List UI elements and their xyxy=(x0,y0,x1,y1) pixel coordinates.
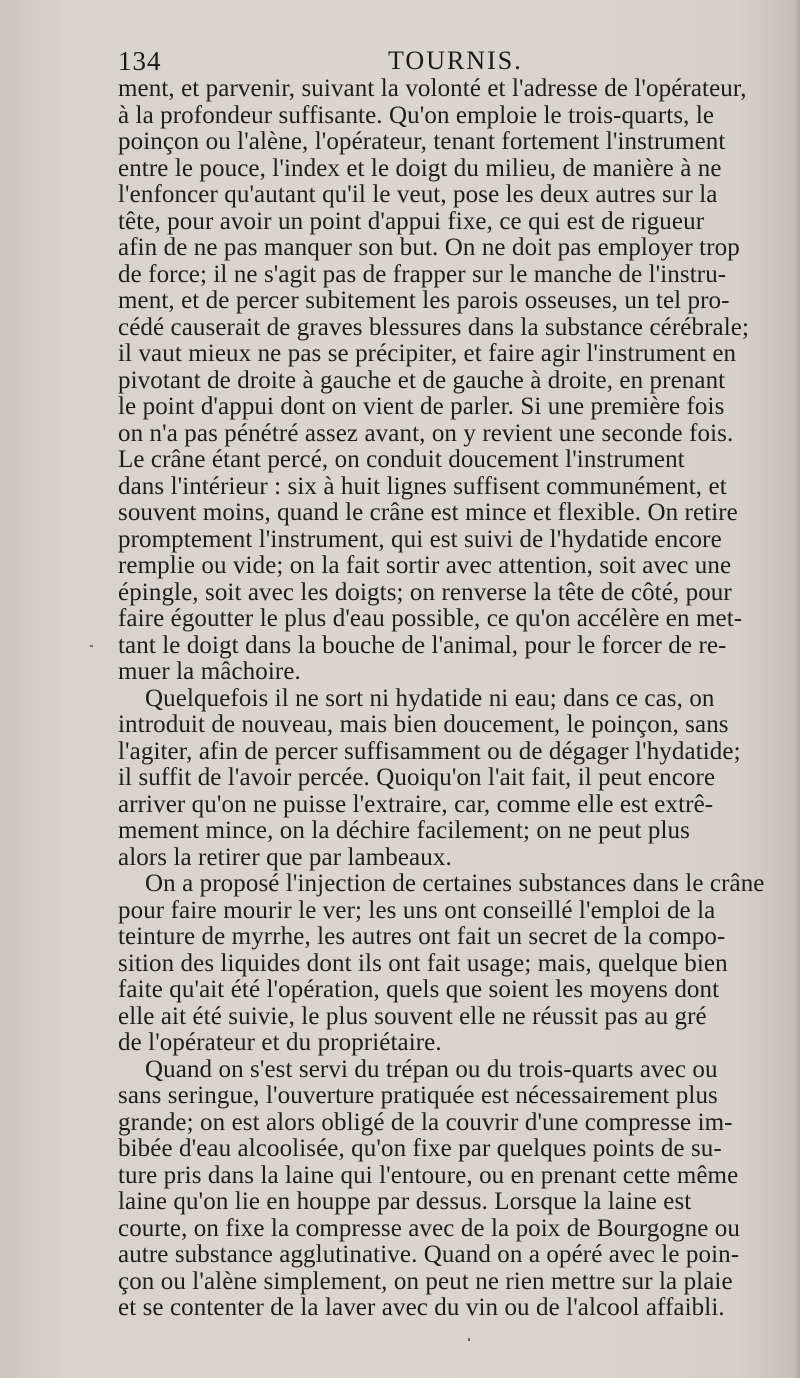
text-line: tête, pour avoir un point d'appui fixe, ce qui est de rigueur xyxy=(118,207,705,235)
page-number: 134 xyxy=(118,46,162,76)
text-line: entre le pouce, l'index et le doigt du milieu, de manière à ne xyxy=(118,154,722,182)
page-edge-shadow xyxy=(794,0,800,1378)
text-line: promptement l'instrument, qui est suivi de l'hydatide encore xyxy=(118,525,722,553)
text-line: faite qu'ait été l'opération, quels que soient les moyens dont xyxy=(118,976,720,1003)
text-line: mement mince, on la déchire facilement; on ne peut plus xyxy=(118,817,690,844)
text-line: pivotant de droite à gauche et de gauche à droite, en prenant xyxy=(118,366,726,394)
text-line: dans l'intérieur : six à huit lignes suffisent communément, et xyxy=(118,472,727,500)
text-line: ment, et parvenir, suivant la volonté et l'adresse de l'opérateur, xyxy=(118,75,747,102)
text-line: pour faire mourir le ver; les uns ont conseillé l'emploi de la xyxy=(118,896,716,924)
text-line: ment, et de percer subitement les parois osseuses, un tel pro- xyxy=(118,287,730,314)
text-line: il vaut mieux ne pas se précipiter, et faire agir l'instrument en xyxy=(118,340,737,367)
text-line: çon ou l'alène simplement, on peut ne rien mettre sur la plaie xyxy=(118,1267,733,1295)
text-line: ture pris dans la laine qui l'entoure, ou en prenant cette même xyxy=(118,1161,739,1189)
text-line: à la profondeur suffisante. Qu'on emploie le trois-quarts, le xyxy=(118,101,715,129)
text-line: laine qu'on lie en houppe par dessus. Lorsque la laine est xyxy=(118,1188,692,1215)
text-line: souvent moins, quand le crâne est mince et flexible. On retire xyxy=(118,499,738,526)
paragraph-end-line: alors la retirer que par lambeaux. xyxy=(118,843,452,871)
text-line: on n'a pas pénétré assez avant, on y revient une seconde fois. xyxy=(118,419,734,447)
text-line: arriver qu'on ne puisse l'extraire, car, comme elle est extrê- xyxy=(118,790,714,818)
text-line: autre substance agglutinative. Quand on a opéré avec le poin- xyxy=(118,1241,740,1268)
text-line: introduit de nouveau, mais bien doucement, le poinçon, sans xyxy=(118,711,729,738)
paragraph-end-line: muer la mâchoire. xyxy=(118,658,301,685)
text-line: sans seringue, l'ouverture pratiquée est nécessairement plus xyxy=(118,1082,718,1109)
text-line: il suffit de l'avoir percée. Quoiqu'on l'ait fait, il peut encore xyxy=(118,764,716,791)
text-line: afin de ne pas manquer son but. On ne doit pas employer trop xyxy=(118,234,740,261)
paper-speck xyxy=(90,645,93,647)
text-line: courte, on fixe la compresse avec de la poix de Bourgogne ou xyxy=(118,1214,741,1242)
text-line: l'agiter, afin de percer suffisamment ou de dégager l'hydatide; xyxy=(118,737,741,765)
text-line: tant le doigt dans la bouche de l'animal, pour le forcer de re- xyxy=(118,631,727,659)
text-line: bibée d'eau alcoolisée, qu'on fixe par quelques points de su- xyxy=(118,1135,722,1162)
text-line: de force; il ne s'agit pas de frapper sur le manche de l'instru- xyxy=(118,260,727,288)
running-head: TOURNIS. xyxy=(388,46,523,75)
paragraph-start-line: On a proposé l'injection de certaines substances dans le crâne xyxy=(145,870,765,897)
text-line: cédé causerait de graves blessures dans la substance cérébrale; xyxy=(118,313,749,341)
text-line: le point d'appui dont on vient de parler. Si une première fois xyxy=(118,393,725,420)
paragraph-start-line: Quelquefois il ne sort ni hydatide ni eau; dans ce cas, on xyxy=(145,684,715,712)
paper-speck xyxy=(468,1338,470,1341)
text-line: faire égoutter le plus d'eau possible, ce qu'on accélère en met- xyxy=(118,605,743,632)
text-line: épingle, soit avec les doigts; on renverse la tête de côté, pour xyxy=(118,578,732,606)
text-line: l'enfoncer qu'autant qu'il le veut, pose les deux autres sur la xyxy=(118,181,718,208)
text-line: teinture de myrrhe, les autres ont fait un secret de la compo- xyxy=(118,923,726,950)
text-line: sition des liquides dont ils ont fait usage; mais, quelque bien xyxy=(118,949,728,977)
body-text xyxy=(118,75,765,1322)
text-line: Le crâne étant percé, on conduit doucement l'instrument xyxy=(118,446,685,473)
text-line: remplie ou vide; on la fait sortir avec attention, soit avec une xyxy=(118,552,732,579)
paragraph-end-line: de l'opérateur et du propriétaire. xyxy=(118,1029,442,1056)
text-line: grande; on est alors obligé de la couvrir d'une compresse im- xyxy=(118,1108,733,1136)
paragraph-end-line: et se contenter de la laver avec du vin ou de l'alcool affaibli. xyxy=(118,1294,725,1321)
text-line: poinçon ou l'alène, l'opérateur, tenant fortement l'instrument xyxy=(118,128,726,155)
paragraph-start-line: Quand on s'est servi du trépan ou du trois-quarts avec ou xyxy=(145,1055,718,1083)
text-line: elle ait été suivie, le plus souvent elle ne réussit pas au gré xyxy=(118,1002,707,1030)
